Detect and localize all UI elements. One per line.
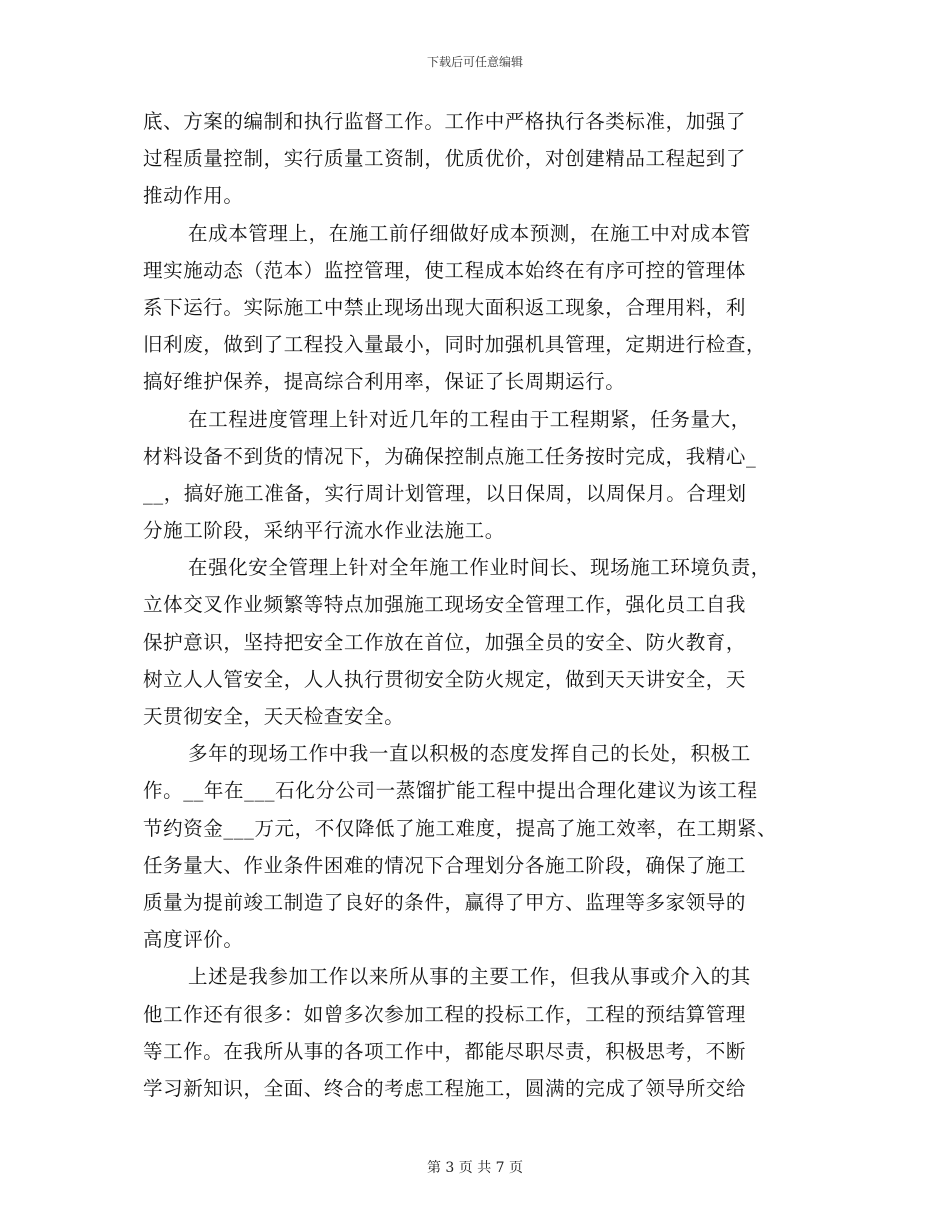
text-line: 过程质量控制，实行质量工资制，优质优价，对创建精品工程起到了 — [143, 147, 747, 171]
text-line: 质量为提前竣工制造了良好的条件，赢得了甲方、监理等多家领导的 — [143, 890, 747, 914]
document-body — [143, 103, 811, 1107]
paragraph-start-line: 在成本管理上，在施工前仔细做好成本预测，在施工中对成本管 — [188, 221, 751, 245]
text-line: 分施工阶段，采纳平行流水作业法施工。 — [143, 519, 505, 543]
text-line: 搞好维护保养，提高综合利用率，保证了长周期运行。 — [143, 370, 626, 394]
text-line: __，搞好施工准备，实行周计划管理，以日保周，以周保月。合理划 — [143, 481, 747, 505]
paragraph-start-line: 在强化安全管理上针对全年施工作业时间长、现场施工环境负责， — [188, 556, 771, 580]
text-line: 系下运行。实际施工中禁止现场出现大面积返工现象，合理用料，利 — [143, 295, 747, 319]
text-line: 节约资金___万元，不仅降低了施工难度，提高了施工效率，在工期紧、 — [143, 816, 778, 840]
text-line: 天贯彻安全，天天检查安全。 — [143, 705, 405, 728]
text-line: 立体交叉作业频繁等特点加强施工现场安全管理工作，强化员工自我 — [143, 593, 747, 617]
text-line: 任务量大、作业条件困难的情况下合理划分各施工阶段，确保了施工 — [143, 853, 747, 877]
text-line: 等工作。在我所从事的各项工作中，都能尽职尽责，积极思考，不断 — [143, 1039, 747, 1063]
page-number: 第 3 页 共 7 页 — [426, 1160, 524, 1176]
text-line: 理实施动态（范本）监控管理，使工程成本始终在有序可控的管理体 — [143, 258, 747, 282]
text-line: 树立人人管安全，人人执行贯彻安全防火规定，做到天天讲安全，天 — [143, 667, 747, 691]
paragraph-start-line: 上述是我参加工作以来所从事的主要工作，但我从事或介入的其 — [188, 965, 751, 989]
text-line: 推动作用。 — [143, 184, 244, 208]
text-line: 底、方案的编制和执行监督工作。工作中严格执行各类标准，加强了 — [143, 110, 747, 133]
paragraph-start-line: 多年的现场工作中我一直以积极的态度发挥自己的长处，积极工 — [188, 742, 751, 766]
text-line: 保护意识，坚持把安全工作放在首位，加强全员的安全、防火教育， — [143, 630, 747, 654]
page-header: 下载后可任意编辑 — [426, 55, 523, 69]
text-line: 高度评价。 — [143, 928, 244, 952]
text-line: 作。__年在___石化分公司一蒸馏扩能工程中提出合理化建议为该工程 — [143, 779, 758, 803]
text-line: 材料设备不到货的情况下，为确保控制点施工任务按时完成，我精心_ — [143, 444, 757, 468]
text-line: 学习新知识，全面、终合的考虑工程施工，圆满的完成了领导所交给 — [143, 1076, 747, 1100]
text-line: 他工作还有很多：如曾多次参加工程的投标工作，工程的预结算管理 — [143, 1002, 747, 1026]
paragraph-start-line: 在工程进度管理上针对近几年的工程由于工程期紧，任务量大， — [188, 407, 751, 431]
text-line: 旧利废，做到了工程投入量最小，同时加强机具管理，定期进行检查， — [143, 333, 767, 357]
